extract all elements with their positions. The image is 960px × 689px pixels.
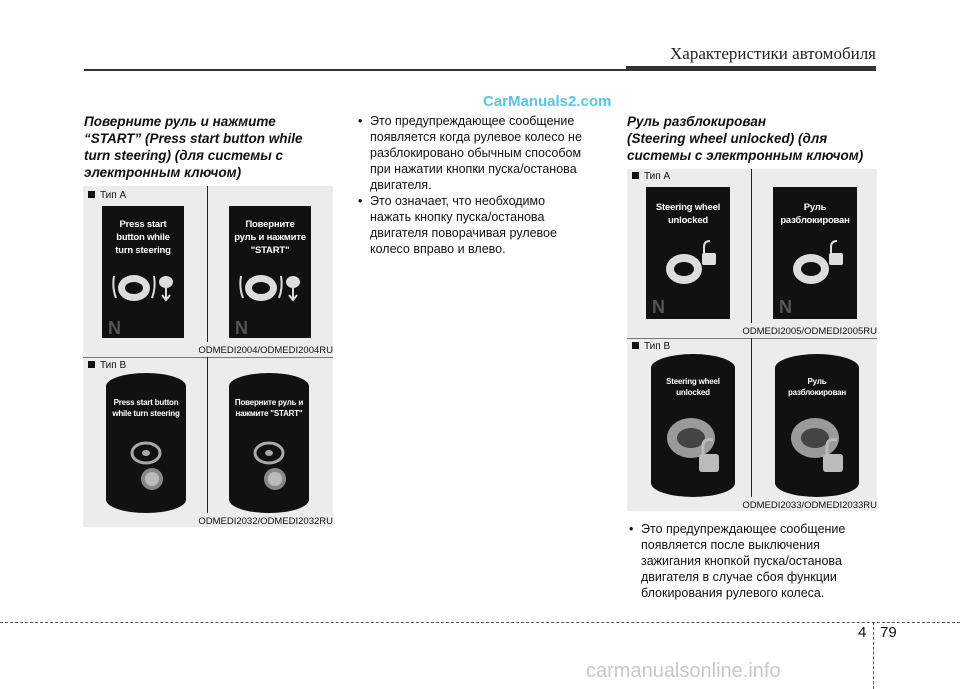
figure-separator: [627, 338, 877, 339]
bullet-item: • Это предупреждающее сообщение появляется после выключения зажигания кнопкой пуска/остановa двигателя в случае сбоя функции блокирования рулевого колеса.: [627, 521, 877, 601]
cluster-panel-b-en: [106, 373, 186, 513]
section-heading-wheel-unlocked: [627, 113, 863, 164]
heading-line: Руль разблокирован: [627, 114, 767, 129]
screen-message: Press start button while turn steering: [115, 219, 171, 256]
steering-unlock-icon: [787, 412, 849, 478]
figure-code-a: ODMEDI2005/ODMEDI2005RU: [742, 326, 877, 337]
square-bullet-icon: [88, 191, 95, 198]
start-button-icon: [126, 439, 166, 495]
cluster-screen-en: [646, 187, 730, 319]
screen-message: Руль разблокирован: [787, 377, 846, 397]
figure-code-b: ODMEDI2033/ODMEDI2033RU: [742, 500, 877, 511]
screen-message: Steering wheel unlocked: [666, 377, 720, 397]
type-b-label: Тип B: [632, 341, 670, 352]
steering-unlock-icon: [787, 239, 847, 287]
figure-wheel-unlocked: [627, 169, 877, 511]
bullet-list-middle: [356, 113, 604, 257]
running-header: Характеристики автомобиля: [670, 44, 876, 63]
square-bullet-icon: [632, 342, 639, 349]
steering-wheel-icon: [239, 268, 301, 304]
chapter-number: 4: [858, 624, 867, 641]
screen-message: Руль разблокирован: [780, 202, 850, 226]
figure-code-b: ODMEDI2032/ODMEDI2032RU: [198, 516, 333, 527]
watermark-top: CarManuals2.com: [483, 93, 612, 110]
figure-divider: [751, 338, 752, 497]
gear-indicator: N: [108, 318, 121, 338]
gear-indicator: N: [652, 297, 665, 317]
steering-unlock-icon: [660, 239, 720, 287]
heading-line: электронным ключом): [84, 165, 242, 180]
cluster-panel-b-ru: [775, 354, 859, 497]
heading-line: системы с электронным ключом): [627, 148, 864, 163]
type-b-label: Тип B: [88, 360, 126, 371]
cluster-panel-b-en: [651, 354, 735, 497]
figure-divider: [751, 169, 752, 323]
steering-unlock-icon: [663, 412, 725, 478]
heading-line: Поверните руль и нажмите: [84, 114, 276, 129]
figure-code-a: ODMEDI2004/ODMEDI2004RU: [198, 345, 333, 356]
type-a-label: Тип А: [88, 190, 126, 201]
figure-divider: [207, 186, 208, 342]
screen-message: Press start button while turn steering: [112, 398, 180, 418]
gear-indicator: N: [235, 318, 248, 338]
heading-line: “START” (Press start button while: [84, 131, 303, 146]
header-rule-accent: [626, 66, 876, 71]
section-heading-turn-steering: [84, 113, 303, 181]
footer-line: [0, 622, 960, 623]
bullet-item: • Это предупреждающее сообщение появляется когда рулевое колесо не разблокировано обычным способом при нажатии кнопки пуска/остановa двигателя.: [356, 113, 604, 193]
gear-indicator: N: [779, 297, 792, 317]
bullet-item: • Это означает, что необходимо нажать кнопку пуска/остановa двигателя поворачивая рулевое колесо вправо и влево.: [356, 193, 604, 257]
square-bullet-icon: [88, 361, 95, 368]
heading-line: (Steering wheel unlocked) (для: [627, 131, 828, 146]
steering-wheel-icon: [112, 268, 174, 304]
figure-press-start: [83, 186, 333, 527]
figure-separator: [83, 357, 333, 358]
page-number: 79: [880, 624, 897, 641]
screen-message: Steering wheel unlocked: [655, 202, 721, 226]
footer-divider: [873, 622, 874, 689]
cluster-screen-ru: [773, 187, 857, 319]
square-bullet-icon: [632, 172, 639, 179]
bullet-list-right: [627, 521, 877, 601]
heading-line: turn steering) (для системы с: [84, 148, 284, 163]
cluster-screen-en: [102, 206, 184, 338]
watermark-bottom: carmanualsonline.info: [586, 660, 781, 682]
screen-message: Поверните руль и нажмите "START": [234, 219, 306, 256]
type-a-label: Тип А: [632, 171, 670, 182]
figure-divider: [207, 357, 208, 513]
cluster-screen-ru: [229, 206, 311, 338]
start-button-icon: [249, 439, 289, 495]
screen-message: Поверните руль и нажмите "START": [234, 398, 304, 418]
cluster-panel-b-ru: [229, 373, 309, 513]
